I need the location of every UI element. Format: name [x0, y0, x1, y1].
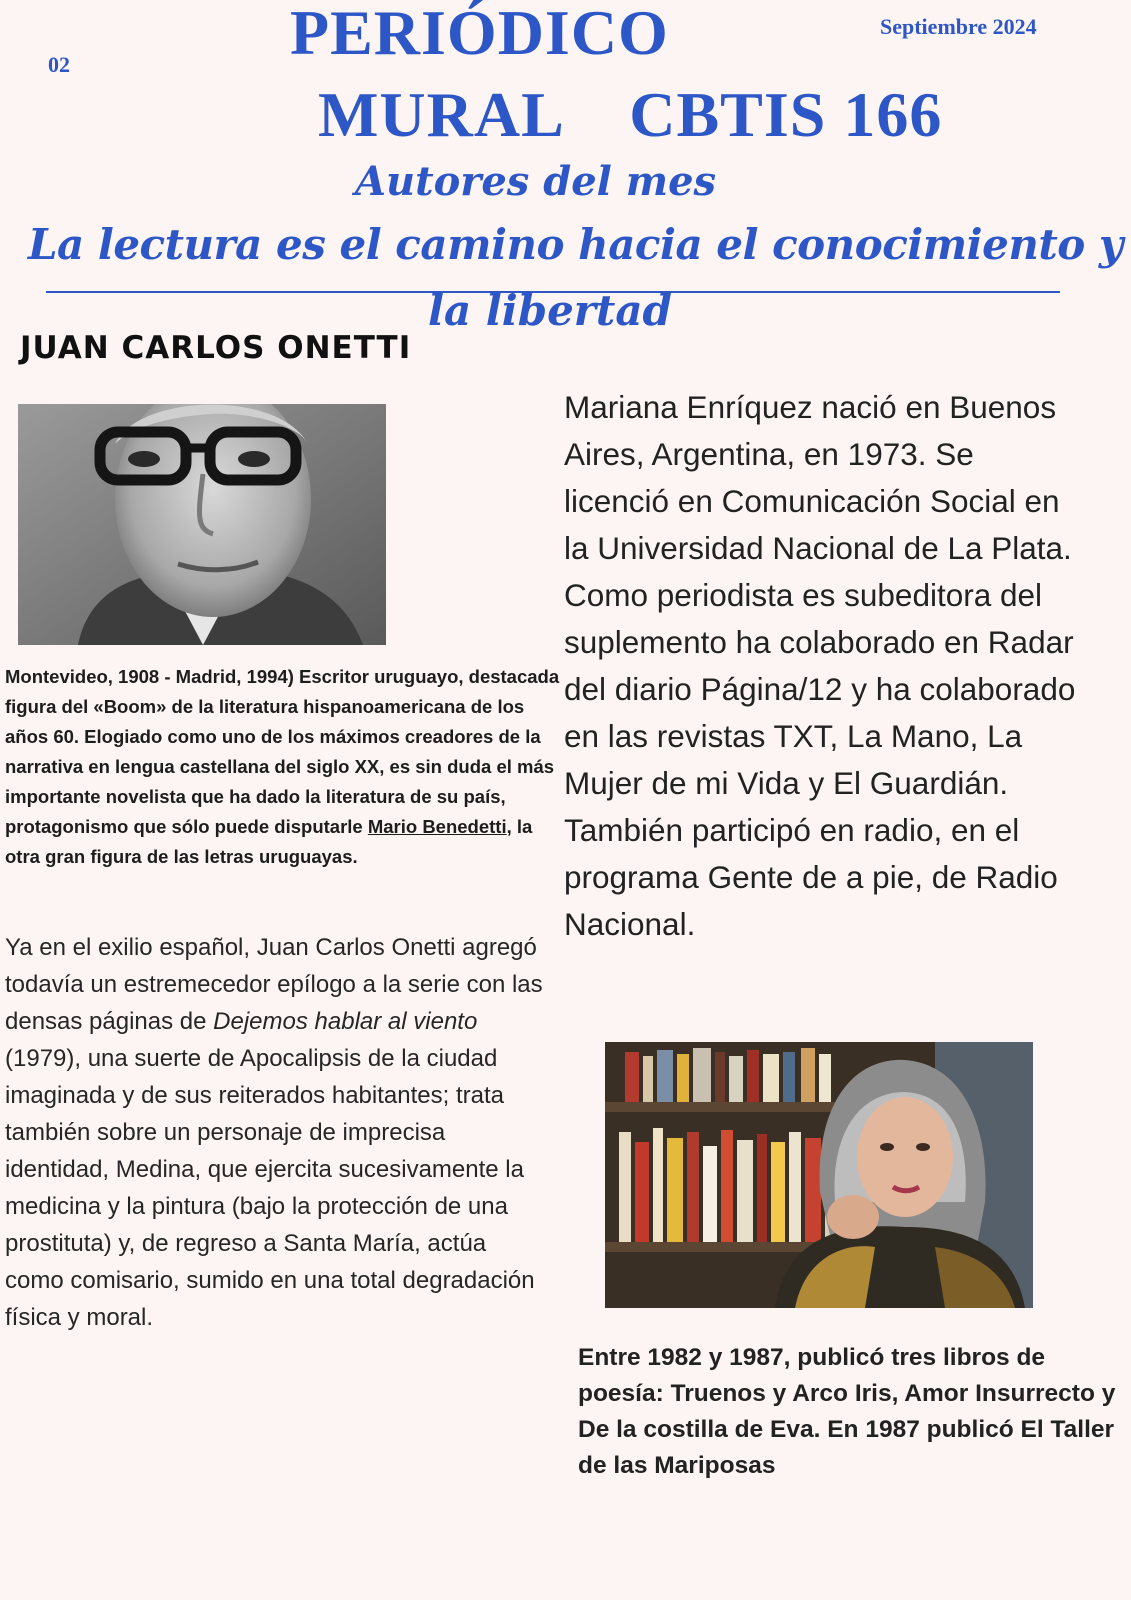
section-subtitle: Autores del mes [355, 158, 717, 205]
portrait-photo-icon [18, 404, 386, 645]
onetti-caption-text: Montevideo, 1908 - Madrid, 1994) Escritor uruguayo, destacada figura del «Boom» de la literatura hispanoamericana de los años 60. Elogiado como uno de los máximos creadores de la narrativa en lengua castellana del siglo XX, es sin duda el más importante novelista que ha dado la literatura de su país, protagonismo que sólo puede disputarle [5, 666, 560, 837]
enriquez-caption: Entre 1982 y 1987, publicó tres libros de poesía: Truenos y Arco Iris, Amor Insurrecto y De la costilla de Eva. En 1987 publicó El Taller de las Mariposas [578, 1344, 1116, 1479]
onetti-caption-text-end: , la otra gran figura de las letras uruguayas. [5, 816, 533, 867]
benedetti-link[interactable]: Mario Benedetti [367, 816, 507, 837]
onetti-caption [5, 662, 560, 872]
enriquez-body-paragraph: Mariana Enríquez nació en Buenos Aires, Argentina, en 1973. Se licenció en Comunicación Social en la Universidad Nacional de La Plata. Como periodista es subeditora del suplemento ha colaborado en Radar del diario Página/12 y ha colaborado en las revistas TXT, La Mano, La Mujer de mi Vida y El Guardián. También participó en radio, en el programa Gente de a pie, de Radio Nacional. [564, 389, 1076, 942]
onetti-portrait-photo [18, 404, 386, 645]
onetti-body-text: Ya en el exilio español, Juan Carlos Onetti agregó todavía un estremecedor epílogo a la serie con las densas páginas de [5, 934, 543, 1035]
issue-date: Septiembre 2024 [880, 14, 1037, 39]
book-title: Dejemos hablar al viento [213, 1008, 478, 1035]
author-name-onetti: JUAN CARLOS ONETTI [20, 330, 412, 366]
motto-line1: La lectura es el camino hacia el conocimiento y [28, 220, 1123, 269]
portrait-photo-bookshelf-icon [605, 1042, 1033, 1308]
motto-line2: la libertad [428, 286, 672, 335]
onetti-body-text-end: (1979), una suerte de Apocalipsis de la ciudad imaginada y de sus reiterados habitantes; trata también sobre un personaje de imprecisa identidad, Medina, que ejercita sucesivamente la medicina y la pintura (bajo la protección de una prostituta) y, de regreso a Santa María, actúa como comisario, sumido en una total degradación física y moral. [5, 1045, 535, 1331]
page-number: 02 [48, 52, 70, 77]
masthead-title-line1: PERIÓDICO [290, 0, 669, 68]
enriquez-portrait-photo [605, 1042, 1033, 1308]
onetti-body-paragraph [5, 929, 550, 1336]
masthead-title-line2: MURAL CBTIS 166 [318, 79, 943, 150]
